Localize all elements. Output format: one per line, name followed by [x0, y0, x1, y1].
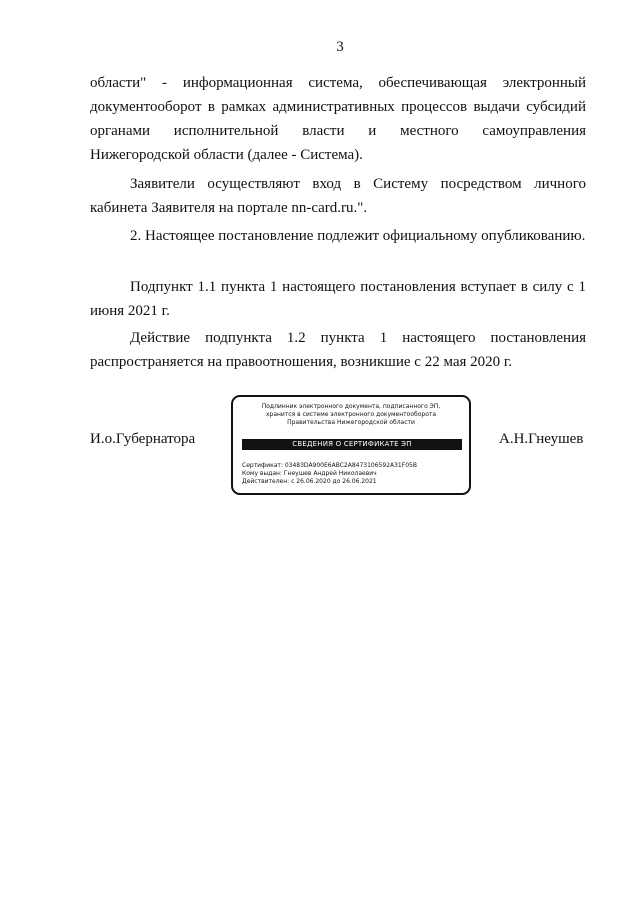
paragraph-2: Заявители осуществляют вход в Систему посредством личного кабинета Заявителя на портале nn-card.ru.".	[90, 176, 586, 216]
stamp-valid: Действителен: с 26.06.2020 до 26.06.2021	[242, 478, 377, 485]
paragraph-4: Подпункт 1.1 пункта 1 настоящего постановления вступает в силу с 1 июня 2021 г.	[90, 279, 586, 319]
signature-position: И.о.Губернатора	[90, 431, 196, 447]
stamp-title-bar: СВЕДЕНИЯ О СЕРТИФИКАТЕ ЭП	[242, 439, 462, 450]
stamp-issued-to: Кому выдан: Гнеушев Андрей Николаевич	[242, 470, 377, 477]
stamp-header: Подлинник электронного документа, подписанного ЭП, хранится в системе электронного документооборота Правительства Нижегородской области	[261, 403, 441, 426]
stamp-details	[242, 462, 467, 486]
paragraph-5: Действие подпункта 1.2 пункта 1 настоящего постановления распространяется на правоотношения, возникшие с 22 мая 2020 г.	[90, 330, 586, 370]
paragraph-1: области" - информационная система, обеспечивающая электронный документооборот в рамках административных процессов выдачи субсидий органами исполнительной власти и местного самоуправления Нижегородской области (далее - Система).	[90, 75, 586, 163]
page-number: 3	[336, 39, 344, 55]
signature-name: А.Н.Гнеушев	[499, 431, 584, 447]
stamp-certificate: Сертификат: 03483DA900E6ABC2A8473106592A31F05B	[242, 462, 417, 469]
e-signature-stamp	[231, 395, 471, 495]
paragraph-3: 2. Настоящее постановление подлежит официальному опубликованию.	[130, 228, 586, 244]
